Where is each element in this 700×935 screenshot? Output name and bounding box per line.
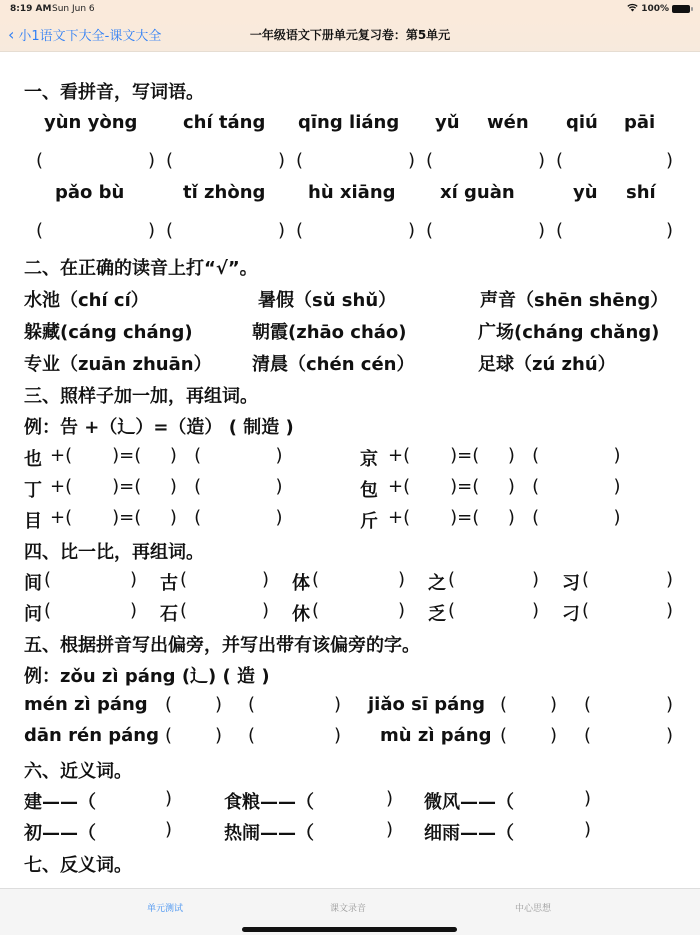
pinyin: dān rén páng: [24, 725, 160, 746]
example-text: 例：告 +（辶）=（造） ( 制造 ): [24, 417, 294, 438]
pinyin: jiǎo sī páng: [368, 694, 485, 715]
synonym-item: 细雨——（: [424, 823, 514, 844]
section-heading: 七、反义词。: [24, 855, 132, 876]
char: 包: [360, 480, 378, 501]
char: 也: [24, 449, 42, 470]
pinyin: shí: [626, 182, 656, 203]
char: 之: [428, 573, 446, 594]
section-heading: 二、在正确的读音上打“√”。: [24, 258, 258, 279]
char: 京: [360, 449, 378, 470]
synonym-item: 建——（: [24, 792, 96, 813]
tab-text-audio[interactable]: 课文录音: [329, 904, 367, 914]
tone-item: 专业（zuān zhuān）: [24, 354, 212, 375]
char: 石: [160, 604, 178, 625]
synonym-item: 初——（: [24, 823, 96, 844]
char: 体: [292, 573, 310, 594]
status-time: 8:19 AM: [10, 4, 52, 14]
pinyin: xí guàn: [440, 182, 515, 203]
tone-item: 足球（zú zhú）: [478, 354, 616, 375]
pinyin: pǎo bù: [55, 182, 125, 203]
pinyin: hù xiāng: [308, 182, 396, 203]
char: 习: [562, 573, 580, 594]
char: 问: [24, 604, 42, 625]
status-right: [627, 3, 690, 15]
tab-central-idea[interactable]: 中心思想: [514, 904, 552, 914]
battery-percent: 100%: [641, 4, 669, 14]
pinyin: pāi: [624, 112, 656, 133]
char: 古: [160, 573, 178, 594]
back-label: 小1语文下大全-课文大全: [18, 29, 162, 44]
synonym-item: 微风——（: [424, 792, 514, 813]
pinyin: qīng liáng: [298, 112, 400, 133]
tone-item: 清晨（chén cén）: [252, 354, 415, 375]
section-heading: 三、照样子加一加，再组词。: [24, 386, 258, 407]
tone-item: 声音（shēn shēng）: [480, 290, 669, 311]
pinyin: chí táng: [183, 112, 266, 133]
section-heading: 五、根据拼音写出偏旁，并写出带有该偏旁的字。: [24, 635, 420, 656]
home-indicator: [242, 927, 457, 932]
tone-item: 暑假（sǔ shǔ）: [258, 290, 397, 311]
status-date: Sun Jun 6: [52, 4, 95, 14]
pinyin: qiú: [566, 112, 598, 133]
pinyin: mén zì páng: [24, 694, 148, 715]
tone-item: 广场(cháng chǎng): [478, 322, 660, 343]
chevron-left-icon: ‹: [8, 24, 15, 44]
synonym-item: 食粮——（: [224, 792, 314, 813]
status-bar: [0, 0, 700, 18]
char: 乏: [428, 604, 446, 625]
tone-item: 水池（chí cí）: [24, 290, 149, 311]
pinyin: mù zì páng: [380, 725, 492, 746]
pinyin: yùn yòng: [44, 112, 138, 133]
wifi-icon: [627, 3, 638, 15]
tone-item: 朝霞(zhāo cháo): [252, 322, 407, 343]
pinyin: yǔ: [435, 112, 460, 133]
char: 斤: [360, 511, 378, 532]
section-heading: 一、看拼音，写词语。: [24, 82, 204, 103]
page-title: 一年级语文下册单元复习卷：第5单元: [249, 28, 451, 42]
pinyin: tǐ zhòng: [183, 182, 266, 203]
char: 休: [292, 604, 310, 625]
pinyin: wén: [487, 112, 529, 133]
tone-item: 躲藏(cáng cháng): [24, 322, 193, 343]
tab-unit-test[interactable]: 单元测试: [146, 904, 184, 914]
battery-icon: [672, 5, 690, 13]
char: 丁: [24, 480, 42, 501]
pinyin: yù: [573, 182, 598, 203]
section-heading: 四、比一比，再组词。: [24, 542, 204, 563]
worksheet-document[interactable]: 一、看拼音，写词语。 yùn yòng chí táng qīng liáng yǔ wén qiú pāi ( ) ( ) ( ) ( ) ( ) pǎo bù tǐ zhòng hù xiāng xí guàn yù shí ( ) ( ) ( ) ( ) ( ) 二、在正确的读音上打“√”。 水池（chí cí） 暑假（sǔ shǔ） 声音（shēn shēng） 躲藏(cáng cháng) 朝霞(zhāo cháo) 广场(cháng chǎng) 专业（zuān zhuān） 清晨（chén cén） 足球（zú zhú） 三、照样子加一加，再组词。 例：告 +（辶）=（造） ( 制造 ) 也 +( )=( ) ( ) 京 +( )=( ) ( ) 丁 +( )=( ) ( ) 包 +( )=( ) ( ) 目 +( )=( ) ( ) 斤 +( )=( ) ( ) 四、比一比，再组词。 间 ( ) 古 ( ) 体 ( ) 之 ( ) 习 ( ) 问 ( ) 石 ( ) 休 ( ) 乏 ( ) 刁 ( ) 五、根据拼音写出偏旁，并写出带有该偏旁的字。 例：zǒu zì páng (辶) ( 造 ) mén zì páng ( ) ( ) jiǎo sī páng ( ) ( ) dān rén páng ( ) ( ) mù zì páng ( ) ( ) 六、近义词。 建——（ ) 食粮——（ ) 微风——（ ) 初——（ ) 热闹——（ ) 细雨——（ ) 七、反义词。: [0, 52, 700, 888]
nav-bar: [0, 18, 700, 52]
char: 目: [24, 511, 42, 532]
char: 刁: [562, 604, 580, 625]
example-text: 例：zǒu zì páng (辶) ( 造 ): [24, 666, 270, 687]
synonym-item: 热闹——（: [224, 823, 314, 844]
char: 间: [24, 573, 42, 594]
section-heading: 六、近义词。: [24, 761, 132, 782]
tab-bar: [0, 888, 700, 935]
